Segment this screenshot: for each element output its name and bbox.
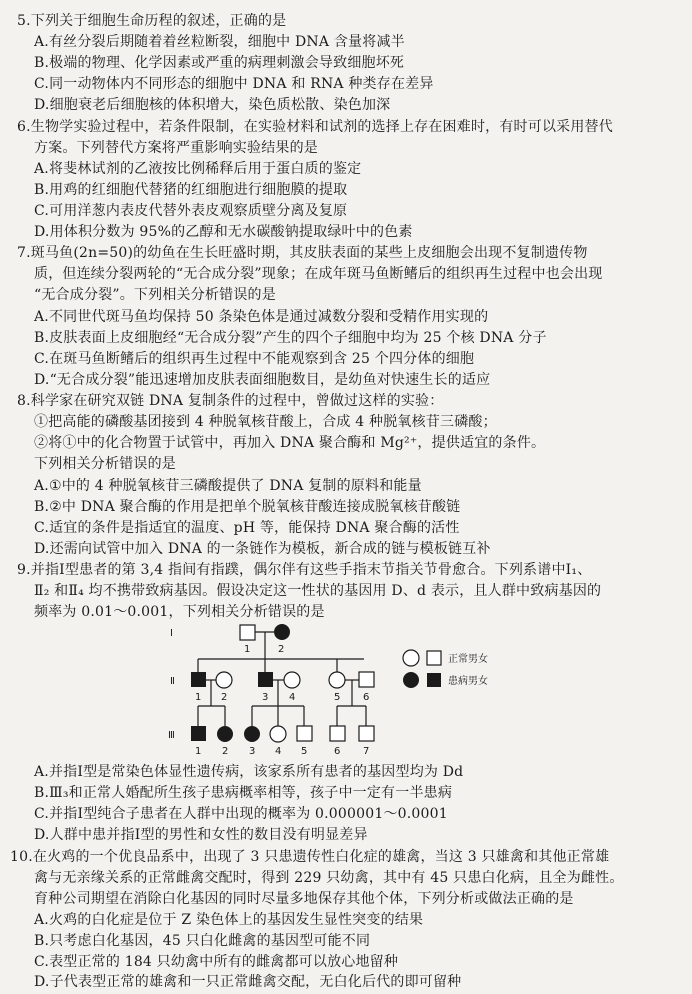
pedigree-III4-normal-female (270, 726, 286, 742)
question-8-option-a: A.①中的 4 种脱氧核苷三磷酸提供了 DNA 复制的原料和能量 (34, 478, 422, 494)
pedigree-num: 6 (334, 746, 341, 757)
question-5-option-c: C.同一动物体内不同形态的细胞中 DNA 和 RNA 种类存在差异 (34, 76, 434, 92)
pedigree-I2-affected-female (274, 624, 290, 640)
pedigree-III6-normal-male (330, 726, 345, 741)
question-5-option-d: D.细胞衰老后细胞核的体积增大，染色质松散、染色加深 (34, 97, 391, 113)
pedigree-gen-II-label: Ⅱ (170, 676, 175, 687)
question-5-option-a: A.有丝分裂后期随着着丝粒断裂，细胞中 DNA 含量将减半 (34, 34, 405, 50)
pedigree-III2-affected-female (217, 726, 233, 742)
question-5-option-b: B.极端的物理、化学因素或严重的病理刺激会导致细胞坏死 (34, 55, 405, 71)
question-5-stem: 5.下列关于细胞生命历程的叙述，正确的是 (17, 13, 287, 29)
question-8-option-d: D.还需向试管中加入 DNA 的一条链作为模板，新合成的链与模板链互补 (34, 541, 491, 557)
pedigree-I1-normal-male (240, 625, 255, 640)
legend-affected-male-symbol (427, 673, 441, 687)
question-8-stem-line-1: 8.科学家在研究双链 DNA 复制条件的过程中，曾做过这样的实验： (17, 393, 444, 409)
pedigree-III1-affected-male (191, 726, 206, 741)
question-9-option-a: A.并指Ⅰ型是常染色体显性遗传病，该家系所有患者的基因型均为 Dd (34, 764, 464, 780)
question-10-stem-line-1: 10.在火鸡的一个优良品系中，出现了 3 只患遗传性白化症的雄禽，当这 3 只雄禽和其他正常雄 (10, 849, 610, 865)
pedigree-num: 3 (249, 746, 256, 757)
question-10-option-d: D.子代表型正常的雄禽和一只正常雌禽交配，无白化后代的即可留种 (34, 974, 462, 990)
question-6-option-b: B.用鸡的红细胞代替猪的红细胞进行细胞膜的提取 (34, 182, 348, 198)
pedigree-num: 7 (363, 746, 370, 757)
question-10-option-c: C.表型正常的 184 只幼禽中所有的雌禽都可以放心地留种 (34, 954, 399, 970)
pedigree-num: 5 (334, 692, 341, 703)
pedigree-III5-normal-male (297, 726, 312, 741)
pedigree-num: 2 (222, 746, 229, 757)
pedigree-chart (166, 620, 538, 760)
legend-normal-male-symbol (427, 651, 441, 665)
pedigree-II6-normal-male (359, 672, 374, 687)
pedigree-num: 2 (221, 692, 228, 703)
question-9-stem-line-1: 9.并指Ⅰ型患者的第 3,4 指间有指蹼，偶尔伴有这些手指末节指关节骨愈合。下列系谱中Ⅰ₁、 (17, 562, 592, 578)
legend-affected-label: 患病男女 (448, 676, 488, 687)
question-8-option-c: C.适宜的条件是指适宜的温度、pH 等，能保持 DNA 聚合酶的活性 (34, 520, 460, 536)
question-9-option-d: D.人群中患并指Ⅰ型的男性和女性的数目没有明显差异 (34, 827, 368, 843)
pedigree-num: 6 (363, 692, 370, 703)
question-7-option-c: C.在斑马鱼断鳍后的组织再生过程中不能观察到含 25 个四分体的细胞 (34, 351, 475, 367)
question-10-option-a: A.火鸡的白化症是位于 Z 染色体上的基因发生显性突变的结果 (34, 912, 424, 928)
pedigree-num: 1 (195, 746, 202, 757)
question-6-option-c: C.可用洋葱内表皮代替外表皮观察质壁分离及复原 (34, 203, 348, 219)
question-6-option-d: D.用体积分数为 95%的乙醇和无水碳酸钠提取绿叶中的色素 (34, 224, 413, 240)
question-9-stem-line-3: 频率为 0.01～0.001，下列相关分析错误的是 (34, 604, 325, 620)
pedigree-II3-affected-male (258, 672, 273, 687)
question-9-option-c: C.并指Ⅰ型纯合子患者在人群中出现的概率为 0.000001～0.0001 (34, 806, 448, 822)
pedigree-num: 1 (244, 644, 251, 655)
question-8-step-1: ①把高能的磷酸基团接到 4 种脱氧核苷酸上，合成 4 种脱氧核苷三磷酸； (34, 414, 497, 430)
pedigree-III3-affected-female (244, 726, 260, 742)
question-9-stem-line-2: Ⅱ₂ 和Ⅱ₄ 均不携带致病基因。假设决定这一性状的基因用 D、d 表示，且人群中致病基因的 (34, 583, 602, 599)
question-7-stem-line-2: 质，但连续分裂两轮的“无合成分裂”现象；在成年斑马鱼断鳍后的组织再生过程中也会出现 (34, 266, 603, 282)
pedigree-III7-normal-male (359, 726, 374, 741)
question-8-stem-line-2: 下列相关分析错误的是 (34, 456, 176, 472)
question-9-option-b: B.Ⅲ₃和正常人婚配所生孩子患病概率相等，孩子中一定有一半患病 (34, 785, 453, 801)
pedigree-gen-III-label: Ⅲ (168, 730, 175, 741)
pedigree-num: 2 (278, 644, 285, 655)
legend-normal-label: 正常男女 (448, 654, 488, 665)
pedigree-II4-normal-female (284, 672, 300, 688)
pedigree-num: 4 (275, 746, 282, 757)
pedigree-II1-affected-male (191, 672, 206, 687)
question-7-stem-line-3: “无合成分裂”。下列相关分析错误的是 (34, 287, 276, 303)
pedigree-num: 5 (301, 746, 308, 757)
pedigree-num: 3 (262, 692, 269, 703)
pedigree-num: 1 (195, 692, 202, 703)
legend-affected-female-symbol (403, 672, 419, 688)
question-7-option-d: D.“无合成分裂”能迅速增加皮肤表面细胞数目，是幼鱼对快速生长的适应 (34, 372, 491, 388)
question-7-stem-line-1: 7.斑马鱼(2n=50)的幼鱼在生长旺盛时期，其皮肤表面的某些上皮细胞会出现不复制遗传物 (17, 245, 588, 261)
pedigree-num: 4 (289, 692, 296, 703)
question-10-option-b: B.只考虑白化基因，45 只白化雌禽的基因型可能不同 (34, 933, 371, 949)
pedigree-gen-I-label: Ⅰ (170, 628, 173, 639)
question-8-step-2: ②将①中的化合物置于试管中，再加入 DNA 聚合酶和 Mg²⁺，提供适宜的条件。 (34, 435, 546, 451)
question-8-option-b: B.②中 DNA 聚合酶的作用是把单个脱氧核苷酸连接成脱氧核苷酸链 (34, 499, 461, 515)
question-6-stem-line-1: 6.生物学实验过程中，若条件限制，在实验材料和试剂的选择上存在困难时，有时可以采用替代 (17, 119, 613, 135)
question-10-stem-line-2: 禽与无亲缘关系的正常雌禽交配时，得到 229 只幼禽，其中有 45 只患白化病，且全为雌性。 (34, 870, 624, 886)
question-6-option-a: A.将斐林试剂的乙液按比例稀释后用于蛋白质的鉴定 (34, 161, 362, 177)
pedigree-II5-normal-female (329, 672, 345, 688)
question-7-option-a: A.不同世代斑马鱼均保持 50 条染色体是通过减数分裂和受精作用实现的 (34, 309, 489, 325)
question-10-stem-line-3: 育种公司期望在消除白化基因的同时尽量多地保存其他个体，下列分析或做法正确的是 (34, 891, 574, 907)
legend-normal-female-symbol (403, 650, 419, 666)
question-7-option-b: B.皮肤表面上皮细胞经“无合成分裂”产生的四个子细胞中均为 25 个核 DNA 分子 (34, 330, 547, 346)
question-6-stem-line-2: 方案。下列替代方案将严重影响实验结果的是 (34, 140, 318, 156)
pedigree-II2-normal-female (216, 672, 232, 688)
